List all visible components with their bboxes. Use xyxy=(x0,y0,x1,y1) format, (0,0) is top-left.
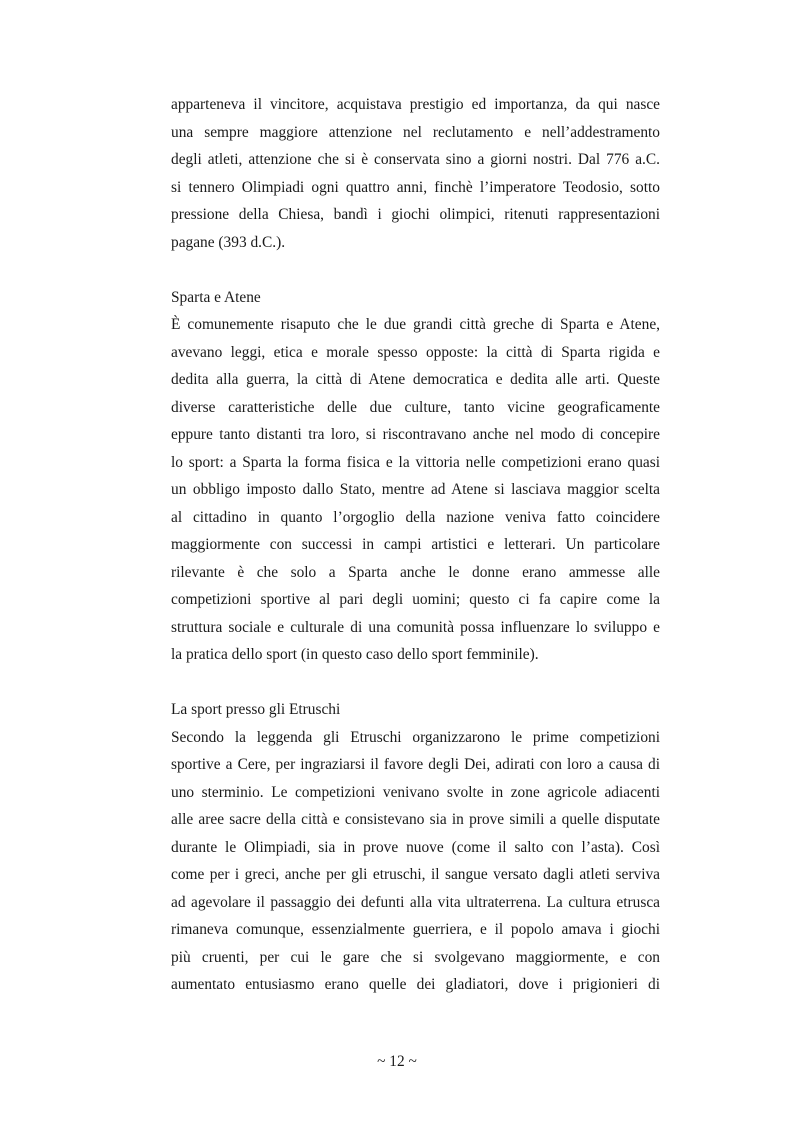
text-line: lo sport: a Sparta la forma fisica e la vittoria nelle competizioni erano quasi xyxy=(171,453,660,471)
text-line: una sempre maggiore attenzione nel reclutamento e nell’addestramento xyxy=(171,123,660,141)
text-line: apparteneva il vincitore, acquistava prestigio ed importanza, da qui nasce xyxy=(171,96,660,113)
text-line: alle aree sacre della città e consistevano sia in prove simili a quelle disputate xyxy=(171,811,660,828)
text-line: rilevante è che solo a Sparta anche le donne erano ammesse alle xyxy=(171,563,660,581)
paragraph-gap xyxy=(171,256,660,284)
text-line: un obbligo imposto dallo Stato, mentre ad Atene si lasciava maggior scelta xyxy=(171,481,660,498)
page-number: ~ 12 ~ xyxy=(377,1053,417,1070)
text-line: competizioni sportive al pari degli uomini; questo ci fa capire come la xyxy=(171,591,660,608)
text-line: pagane (393 d.C.). xyxy=(171,233,286,251)
text-line: pressione della Chiesa, bandì i giochi olimpici, ritenuti rappresentazioni xyxy=(171,206,660,223)
text-line: ad agevolare il passaggio dei defunti alla vita ultraterrena. La cultura etrusca xyxy=(171,893,660,911)
text-line: più cruenti, per cui le gare che si svolgevano maggiormente, e con xyxy=(171,948,660,966)
text-line: Secondo la leggenda gli Etruschi organizzarono le prime competizioni xyxy=(171,728,660,746)
text-line: dedita alla guerra, la città di Atene democratica e dedita alle arti. Queste xyxy=(171,371,660,388)
text-line: rimaneva comunque, essenzialmente guerriera, e il popolo amava i giochi xyxy=(171,921,660,938)
section-heading-sparta-atene: Sparta e Atene xyxy=(171,288,261,306)
text-line: eppure tanto distanti tra loro, si riscontravano anche nel modo di concepire xyxy=(171,426,660,443)
text-line: sportive a Cere, per ingraziarsi il favore degli Dei, adirati con loro a causa di xyxy=(171,756,660,773)
paragraph-etruschi xyxy=(171,724,660,999)
text-line: aumentato entusiasmo erano quelle dei gladiatori, dove i prigionieri di xyxy=(171,976,660,993)
page-content xyxy=(171,91,660,999)
text-line: avevano leggi, etica e morale spesso opposte: la città di Sparta rigida e xyxy=(171,343,660,361)
text-line: uno sterminio. Le competizioni venivano svolte in zone agricole adiacenti xyxy=(171,783,660,801)
text-line: si tennero Olimpiadi ogni quattro anni, finchè l’imperatore Teodosio, sotto xyxy=(171,178,660,196)
text-line: come per i greci, anche per gli etruschi, il sangue versato dagli atleti serviva xyxy=(171,866,660,883)
paragraph-sparta-atene xyxy=(171,311,660,669)
section-heading-etruschi: La sport presso gli Etruschi xyxy=(171,701,341,718)
text-line: la pratica dello sport (in questo caso dello sport femminile). xyxy=(171,646,539,663)
text-line: È comunemente risaputo che le due grandi città greche di Sparta e Atene, xyxy=(171,316,660,333)
paragraph-olympics-continued xyxy=(171,91,660,256)
text-line: maggiormente con successi in campi artistici e letterari. Un particolare xyxy=(171,536,660,553)
text-line: al cittadino in quanto l’orgoglio della nazione veniva fatto coincidere xyxy=(171,508,660,526)
text-line: struttura sociale e culturale di una comunità possa influenzare lo sviluppo e xyxy=(171,618,660,636)
paragraph-gap xyxy=(171,669,660,697)
text-line: durante le Olimpiadi, sia in prove nuove (come il salto con l’asta). Così xyxy=(171,838,660,856)
text-line: diverse caratteristiche delle due culture, tanto vicine geograficamente xyxy=(171,398,660,416)
text-line: degli atleti, attenzione che si è conservata sino a giorni nostri. Dal 776 a.C. xyxy=(171,151,660,168)
